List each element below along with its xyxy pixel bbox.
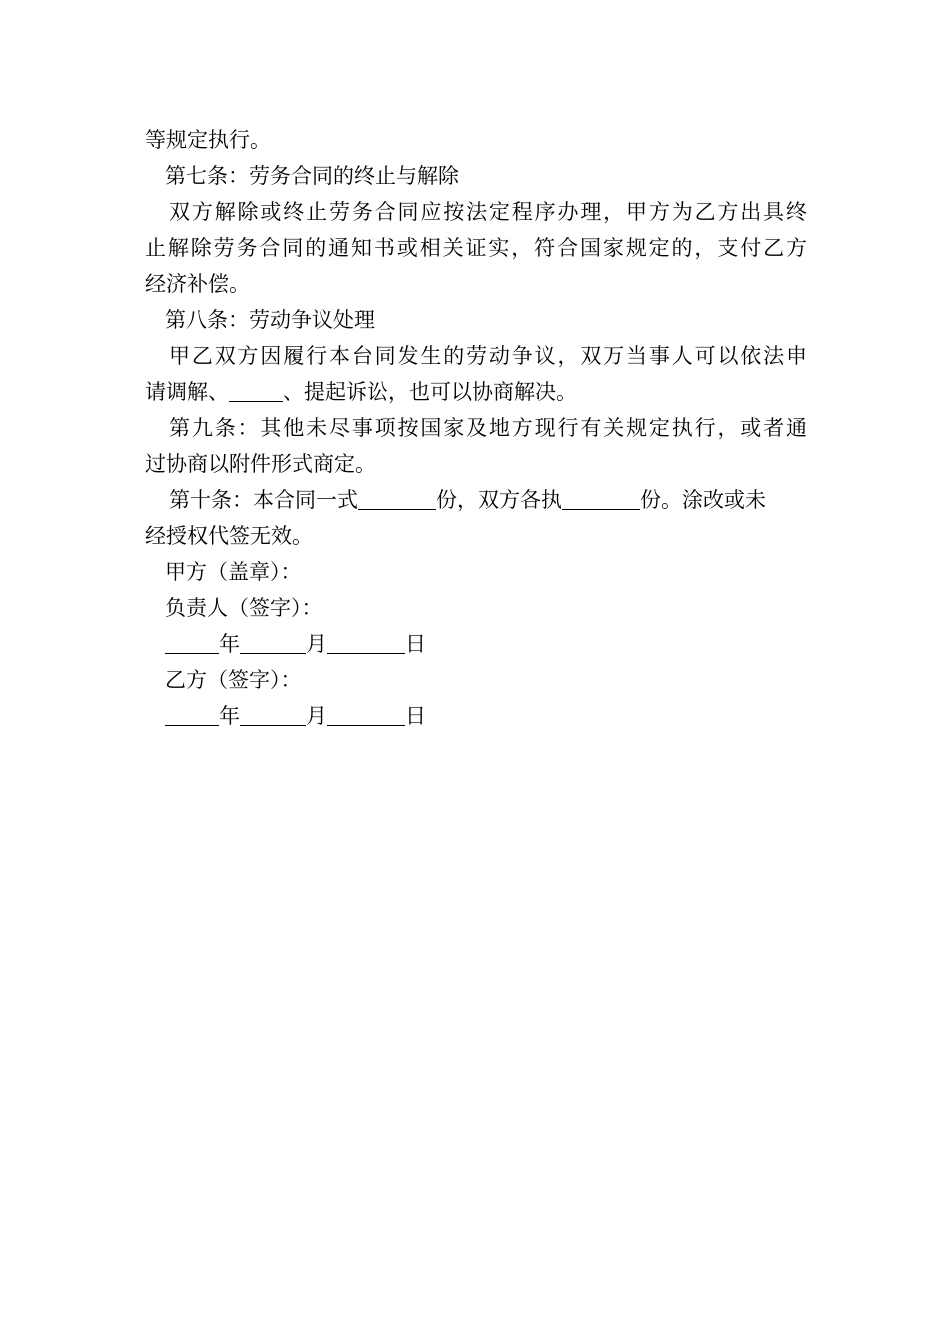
month-label: 月 (306, 704, 327, 728)
article-8-line-2-prefix: 请调解、 (145, 380, 229, 404)
article-7-line-2: 止解除劳务合同的通知书或相关证实，符合国家规定的，支付乙方 (145, 236, 807, 260)
article-7-title: 第七条：劳务合同的终止与解除 (165, 164, 459, 188)
article-10-part-3: 份。涂改或未 (640, 488, 766, 512)
date-line-b (145, 698, 807, 734)
party-a-seal: 甲方（盖章）： (165, 560, 302, 584)
article-8-line-2-suffix: 、提起诉讼，也可以协商解决。 (283, 380, 577, 404)
year-blank (165, 703, 219, 726)
article-10-line-1 (145, 482, 807, 518)
day-label: 日 (405, 632, 426, 656)
month-blank (240, 631, 306, 654)
article-8-line-1: 甲乙双方因履行本台同发生的劳动争议，双万当事人可以依法申 (169, 344, 807, 368)
blank-field (229, 379, 283, 402)
article-10-part-1: 第十条：本合同一式 (169, 488, 358, 512)
article-7-line-1: 双方解除或终止劳务合同应按法定程序办理，甲方为乙方出具终 (169, 200, 807, 224)
article-8-title: 第八条：劳动争议处理 (165, 308, 375, 332)
party-b-signature: 乙方（签字）： (165, 668, 302, 692)
article-9-line-1: 第九条：其他未尽事项按国家及地方现行有关规定执行，或者通 (169, 416, 807, 440)
copies-each-blank (562, 487, 640, 510)
article-10-part-2: 份，双方各执 (436, 488, 562, 512)
month-label: 月 (306, 632, 327, 656)
copies-blank (358, 487, 436, 510)
article-7-line-3: 经济补偿。 (145, 272, 250, 296)
responsible-signature: 负责人（签字）： (165, 596, 323, 620)
article-9-line-2: 过协商以附件形式商定。 (145, 452, 376, 476)
year-label: 年 (219, 632, 240, 656)
year-label: 年 (219, 704, 240, 728)
text-line: 等规定执行。 (145, 128, 271, 152)
contract-text (145, 122, 807, 734)
day-blank (327, 703, 405, 726)
date-line-a (145, 626, 807, 662)
day-blank (327, 631, 405, 654)
day-label: 日 (405, 704, 426, 728)
article-8-line-2 (145, 374, 807, 410)
year-blank (165, 631, 219, 654)
article-10-line-2: 经授权代签无效。 (145, 524, 313, 548)
month-blank (240, 703, 306, 726)
